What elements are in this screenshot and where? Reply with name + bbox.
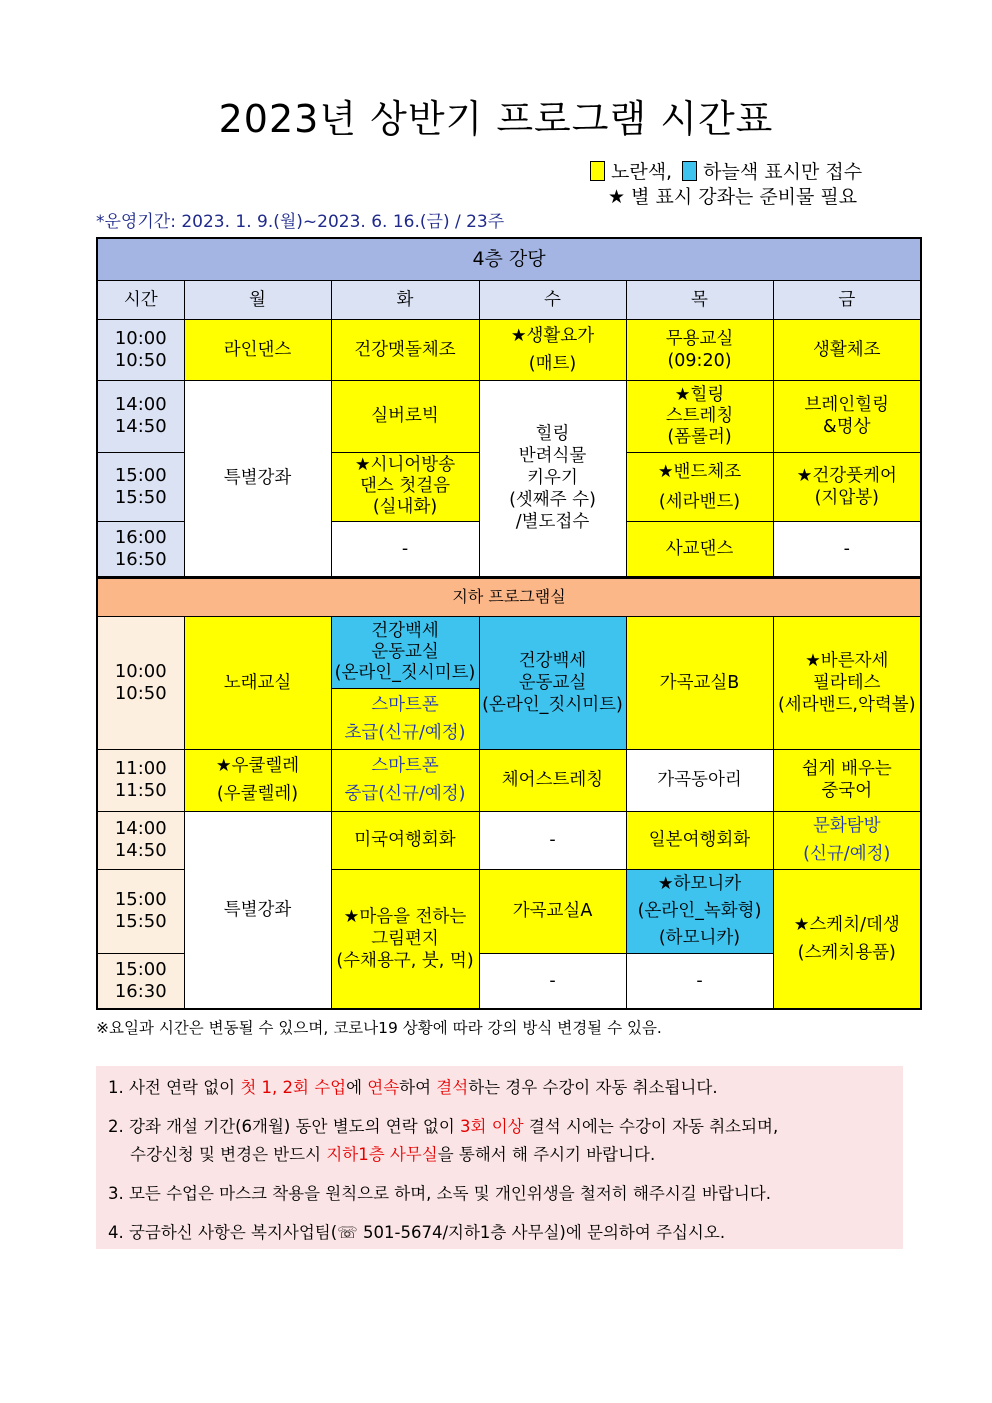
basement-header: 지하 프로그램실	[97, 578, 921, 616]
legend-star-note: ★ 별 표시 강좌는 준비물 필요	[608, 186, 858, 208]
page-title: 2023년 상반기 프로그램 시간표	[218, 97, 774, 141]
special-lecture-cell: 특별강좌	[184, 380, 331, 577]
class-cell: 건강백세 운동교실 (온라인_짓시미트)	[331, 616, 479, 688]
class-cell: 건강맷돌체조	[331, 319, 479, 380]
class-cell: ★스케치/데생 (스케치용품)	[773, 869, 921, 1009]
class-cell: 일본여행회화	[626, 811, 773, 869]
col-header-tue: 화	[331, 280, 479, 319]
class-cell: ★바른자세 필라테스 (세라밴드,악력볼)	[773, 616, 921, 749]
class-cell: ★힐링 스트레칭 (폼롤러)	[626, 380, 773, 452]
col-header-wed: 수	[479, 280, 626, 319]
notice-item-1: 1. 사전 연락 없이 첫 1, 2회 수업에 연속하여 결석하는 경우 수강이 자동 취소됩니다.	[108, 1078, 718, 1097]
time-slot: 14:00 14:50	[97, 811, 184, 869]
col-header-thu: 목	[626, 280, 773, 319]
class-cell: 무용교실 (09:20)	[626, 319, 773, 380]
legend-yellow-label: 노란색,	[611, 161, 673, 183]
floor4-schedule-table	[96, 237, 922, 578]
time-slot: 15:00 15:50	[97, 869, 184, 953]
class-cell: ★마음을 전하는 그림편지 (수채용구, 붓, 먹)	[331, 869, 479, 1009]
yellow-swatch	[590, 161, 605, 181]
class-cell: ★밴드체조 (세라밴드)	[626, 452, 773, 521]
schedule-footnote: ※요일과 시간은 변동될 수 있으며, 코로나19 상황에 따라 강의 방식 변경될 수 있음.	[96, 1019, 662, 1037]
class-cell: 미국여행회화	[331, 811, 479, 869]
class-cell: ★생활요가 (매트)	[479, 319, 626, 380]
special-lecture-cell: 특별강좌	[184, 811, 331, 1009]
floor4-header: 4층 강당	[97, 238, 921, 280]
time-slot: 14:00 14:50	[97, 380, 184, 452]
notice-box	[96, 1066, 903, 1249]
class-cell: ★건강풋케어 (지압봉)	[773, 452, 921, 521]
class-cell: 체어스트레칭	[479, 749, 626, 811]
class-cell: 가곡동아리	[626, 749, 773, 811]
class-cell: -	[331, 521, 479, 577]
class-cell: -	[626, 953, 773, 1009]
class-cell: 실버로빅	[331, 380, 479, 452]
time-slot: 16:00 16:50	[97, 521, 184, 577]
class-cell: 사교댄스	[626, 521, 773, 577]
legend	[590, 160, 862, 210]
col-header-time: 시간	[97, 280, 184, 319]
col-header-mon: 월	[184, 280, 331, 319]
time-slot: 10:00 10:50	[97, 319, 184, 380]
class-cell: -	[479, 953, 626, 1009]
class-cell: ★시니어방송 댄스 첫걸음 (실내화)	[331, 452, 479, 521]
class-cell: 라인댄스	[184, 319, 331, 380]
sky-swatch	[682, 161, 697, 181]
col-header-fri: 금	[773, 280, 921, 319]
class-cell: 브레인힐링 &명상	[773, 380, 921, 452]
notice-item-2-cont: 수강신청 및 변경은 반드시 지하1층 사무실을 통해서 해 주시기 바랍니다.	[130, 1145, 656, 1164]
notice-item-3: 3. 모든 수업은 마스크 착용을 원칙으로 하며, 소독 및 개인위생을 철저히 해주시길 바랍니다.	[108, 1184, 771, 1203]
class-cell: 쉽게 배우는 중국어	[773, 749, 921, 811]
notice-item-2: 2. 강좌 개설 기간(6개월) 동안 별도의 연락 없이 3회 이상 결석 시에는 수강이 자동 취소되며,	[108, 1117, 779, 1136]
class-cell: 문화탐방 (신규/예정)	[773, 811, 921, 869]
time-slot: 15:00 15:50	[97, 452, 184, 521]
class-cell: 스마트폰 초급(신규/예정)	[331, 688, 479, 749]
class-cell: -	[479, 811, 626, 869]
class-cell: 스마트폰 중급(신규/예정)	[331, 749, 479, 811]
class-cell: -	[773, 521, 921, 577]
legend-blue-label: 하늘색 표시만 접수	[703, 161, 863, 183]
time-slot: 10:00 10:50	[97, 616, 184, 749]
class-cell: 가곡교실A	[479, 869, 626, 953]
class-cell: 힐링 반려식물 키우기 (셋째주 수) /별도접수	[479, 380, 626, 577]
class-cell: 가곡교실B	[626, 616, 773, 749]
class-cell: ★우쿨렐레 (우쿨렐레)	[184, 749, 331, 811]
operation-period: *운영기간: 2023. 1. 9.(월)~2023. 6. 16.(금) / 23주	[96, 212, 505, 232]
time-slot: 11:00 11:50	[97, 749, 184, 811]
time-slot: 15:00 16:30	[97, 953, 184, 1009]
class-cell: 건강백세 운동교실 (온라인_짓시미트)	[479, 616, 626, 749]
notice-item-4: 4. 궁금하신 사항은 복지사업팀(☏ 501-5674/지하1층 사무실)에 문의하여 주십시오.	[108, 1223, 726, 1242]
class-cell: 생활체조	[773, 319, 921, 380]
class-cell: ★하모니카 (온라인_녹화형) (하모니카)	[626, 869, 773, 953]
class-cell: 노래교실	[184, 616, 331, 749]
basement-schedule-table	[96, 577, 922, 1010]
